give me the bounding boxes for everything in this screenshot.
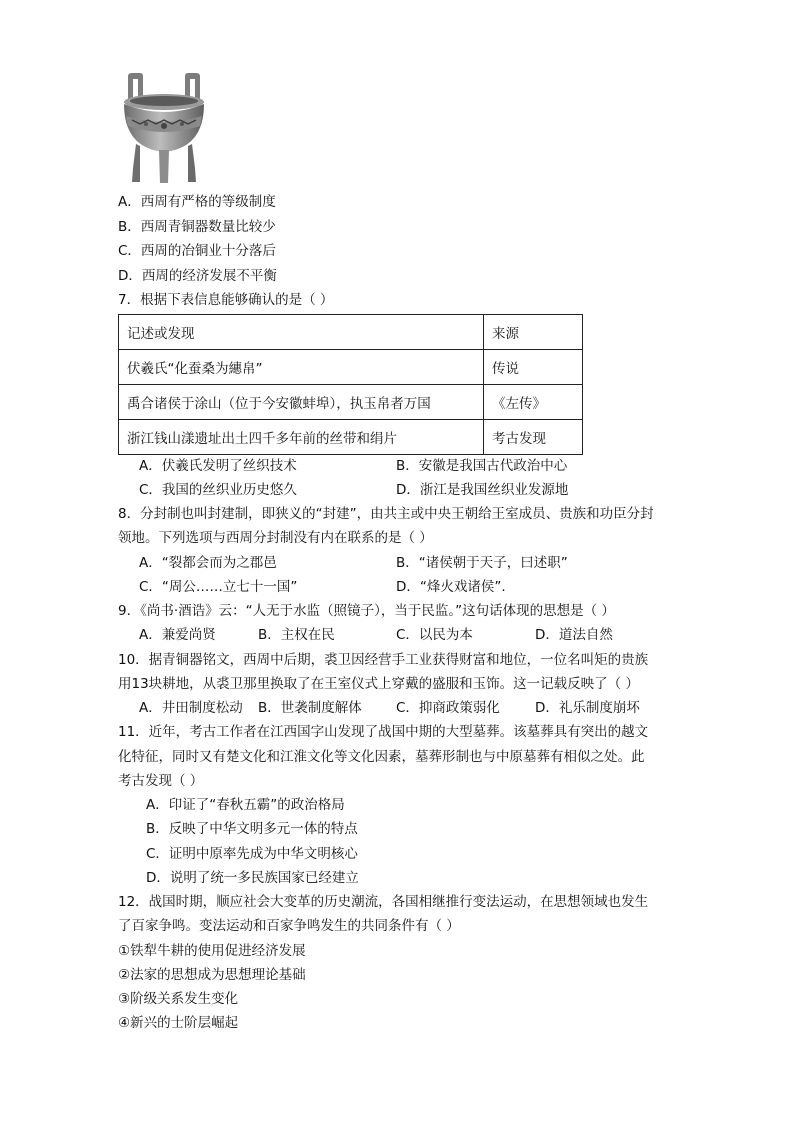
q10-option-b: B．世袭制度解体 [258, 700, 362, 716]
table-row [119, 420, 583, 455]
q9-option-b: B．主权在民 [258, 627, 335, 643]
bronze-ding-image [118, 70, 210, 186]
q7-option-d: D．浙江是我国丝织业发源地 [396, 482, 569, 498]
table-header-cell: 记述或发现 [119, 315, 484, 350]
q11-option-c: C．证明中原率先成为中华文明核心 [146, 846, 358, 862]
table-row [119, 385, 583, 420]
q9-stem: 9．《尚书·酒诰》云：“人无于水监（照镜子），当于民监。”这句话体现的思想是（ ） [118, 603, 615, 619]
q10-option-a: A．井田制度松动 [139, 700, 243, 716]
q6-option-a: A．西周有严格的等级制度 [118, 194, 276, 210]
q8-option-b: B．“诸侯朝于天子，曰述职” [396, 555, 568, 571]
q12-stem-line-2: 了百家争鸣。变法运动和百家争鸣发生的共同条件有（ ） [118, 918, 460, 934]
q7-option-b: B．安徽是我国古代政治中心 [396, 458, 568, 474]
q6-option-b: B．西周青铜器数量比较少 [118, 219, 276, 235]
q7-option-c: C．我国的丝织业历史悠久 [139, 482, 297, 498]
q7-stem: 7．根据下表信息能够确认的是（ ） [118, 292, 334, 308]
q12-item-1: ①铁犁牛耕的使用促进经济发展 [118, 943, 306, 959]
table-header-cell: 来源 [484, 315, 583, 350]
q8-stem-line-2: 领地。下列选项与西周分封制没有内在联系的是（ ） [118, 530, 433, 546]
table-cell: 考古发现 [484, 420, 583, 455]
table-row [119, 350, 583, 385]
q10-stem-line-1: 10．据青铜器铭文，西周中后期，裘卫因经营手工业获得财富和地位，一位名叫矩的贵族 [118, 652, 649, 668]
q10-option-d: D．礼乐制度崩坏 [535, 700, 640, 716]
q7-option-a: A．伏羲氏发明了丝织技术 [139, 458, 297, 474]
q12-item-2: ②法家的思想成为思想理论基础 [118, 967, 306, 983]
q11-option-b: B．反映了中华文明多元一体的特点 [146, 821, 358, 837]
q8-option-d: D．“烽火戏诸侯”. [396, 579, 506, 595]
q7-source-table [118, 314, 583, 455]
q11-stem-line-2: 化特征，同时又有楚文化和江淮文化等文化因素，墓葬形制也与中原墓葬有相似之处。此 [118, 749, 645, 765]
q9-option-a: A．兼爱尚贤 [139, 627, 216, 643]
q12-stem-line-1: 12．战国时期，顺应社会大变革的历史潮流，各国相继推行变法运动，在思想领域也发生 [118, 894, 649, 910]
q11-stem-line-1: 11．近年，考古工作者在江西国字山发现了战国中期的大型墓葬。该墓葬具有突出的越文 [118, 724, 649, 740]
q10-stem-line-2: 用13块耕地，从裘卫那里换取了在王室仪式上穿戴的盛服和玉饰。这一记载反映了（ ） [118, 676, 639, 692]
q6-option-d: D．西周的经济发展不平衡 [118, 268, 277, 284]
table-cell: 浙江钱山漾遗址出土四千多年前的丝带和绢片 [119, 420, 484, 455]
table-cell: 伏羲氏“化蚕桑为繐帛” [119, 350, 484, 385]
table-cell: 禹合诸侯于涂山（位于今安徽蚌埠），执玉帛者万国 [119, 385, 484, 420]
table-cell: 传说 [484, 350, 583, 385]
q12-item-3: ③阶级关系发生变化 [118, 991, 239, 1007]
q11-option-d: D．说明了统一多民族国家已经建立 [146, 870, 359, 886]
q9-option-d: D．道法自然 [535, 627, 613, 643]
table-header-row [119, 315, 583, 350]
q11-stem-line-3: 考古发现（ ） [118, 773, 204, 789]
q8-stem-line-1: 8．分封制也叫封建制，即狭义的“封建”，由共主或中央王朝给王室成员、贵族和功臣分封 [118, 506, 654, 522]
q10-option-c: C．抑商政策弱化 [396, 700, 500, 716]
q12-item-4: ④新兴的士阶层崛起 [118, 1015, 239, 1031]
table-cell: 《左传》 [484, 385, 583, 420]
q11-option-a: A．印证了“春秋五霸”的政治格局 [146, 797, 345, 813]
q8-option-c: C．“周公……立七十一国” [139, 579, 298, 595]
bronze-ding-icon [118, 70, 210, 186]
q8-option-a: A．“裂都会而为之郡邑 [139, 555, 277, 571]
q6-option-c: C．西周的冶铜业十分落后 [118, 243, 276, 259]
q9-option-c: C．以民为本 [396, 627, 473, 643]
